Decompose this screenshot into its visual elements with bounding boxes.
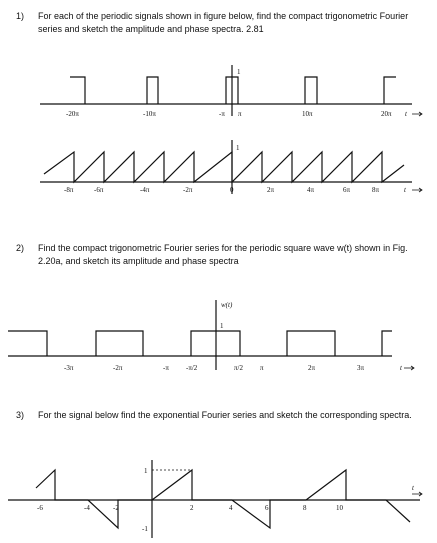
ramp-signal-tick-label: 4	[229, 504, 233, 512]
pulse-train-tick-label: -10π	[143, 110, 156, 118]
question-1-number: 1)	[16, 11, 25, 21]
sawtooth-tick-label: 4π	[307, 186, 315, 194]
sawtooth-tick-label: -8π	[64, 186, 74, 194]
ramp-signal-tick-label: 2	[190, 504, 194, 512]
ramp-signal-y-mark: 1	[144, 467, 148, 475]
question-1-line-1: For each of the periodic signals shown in figure below, find the compact trigonometric Fourier	[38, 11, 409, 21]
square-wave-tick-label: -3π	[64, 364, 74, 372]
pulse-train-axis-label: t	[405, 110, 407, 118]
ramp-signal-tick-label: 10	[336, 504, 343, 512]
square-wave-tick-label: -π/2	[186, 364, 198, 372]
question-1-line-2: series and sketch the amplitude and phase spectra. 2.81	[38, 24, 264, 34]
ramp-signal-axis-label: t	[412, 484, 414, 492]
square-wave-tick-label: -π	[163, 364, 169, 372]
sawtooth-tick-label: 8π	[372, 186, 380, 194]
square-wave-tick-label: -2π	[113, 364, 123, 372]
question-2-line-2: 2.20a, and sketch its amplitude and phase spectra	[38, 256, 239, 266]
sawtooth-tick-label: 2π	[267, 186, 275, 194]
arrow-right-icon	[412, 492, 422, 496]
ramp-signal-tick-label: -6	[37, 504, 43, 512]
pulse-train-tick-label: 20π	[381, 110, 392, 118]
ramp-signal-tick-label: 8	[303, 504, 307, 512]
sawtooth-peak-label: 1	[236, 144, 240, 152]
sawtooth-tick-label: -4π	[140, 186, 150, 194]
ramp-signal-right-segment	[152, 470, 410, 528]
square-wave-function-label: w(t)	[221, 301, 233, 309]
sawtooth-tick-label: -6π	[94, 186, 104, 194]
pulse-train-tick-label: 10π	[302, 110, 313, 118]
pulse-train-peak-label: 1	[237, 68, 241, 76]
question-3-number: 3)	[16, 410, 25, 420]
square-wave-axis-label: t	[400, 364, 402, 372]
ramp-signal-tick-label: -4	[84, 504, 90, 512]
sawtooth-tick-label: -2π	[183, 186, 193, 194]
square-wave-tick-label: π	[260, 364, 264, 372]
pulse-train-tick-label: -π	[219, 110, 225, 118]
pulse-train-tick-label: π	[238, 110, 242, 118]
square-wave-tick-label: π/2	[234, 364, 243, 372]
square-wave-tick-label: 2π	[308, 364, 316, 372]
ramp-signal-tick-label: -2	[113, 504, 119, 512]
question-2-number: 2)	[16, 243, 25, 253]
sawtooth-tick-label: 0	[230, 186, 234, 194]
ramp-signal-left-segment	[36, 470, 152, 528]
pulse-train-tick-label: -20π	[66, 110, 79, 118]
square-wave-tick-label: 3π	[357, 364, 365, 372]
question-3-line-1: For the signal below find the exponential Fourier series and sketch the corresponding spectra.	[38, 410, 412, 420]
ramp-signal-tick-label: 6	[265, 504, 269, 512]
sawtooth-axis-label: t	[404, 186, 406, 194]
question-2-line-1: Find the compact trigonometric Fourier series for the periodic square wave w(t) shown in Fig.	[38, 243, 408, 253]
ramp-signal-y-mark: -1	[142, 525, 148, 533]
sawtooth-tick-label: 6π	[343, 186, 351, 194]
square-wave-peak-label: 1	[220, 322, 224, 330]
